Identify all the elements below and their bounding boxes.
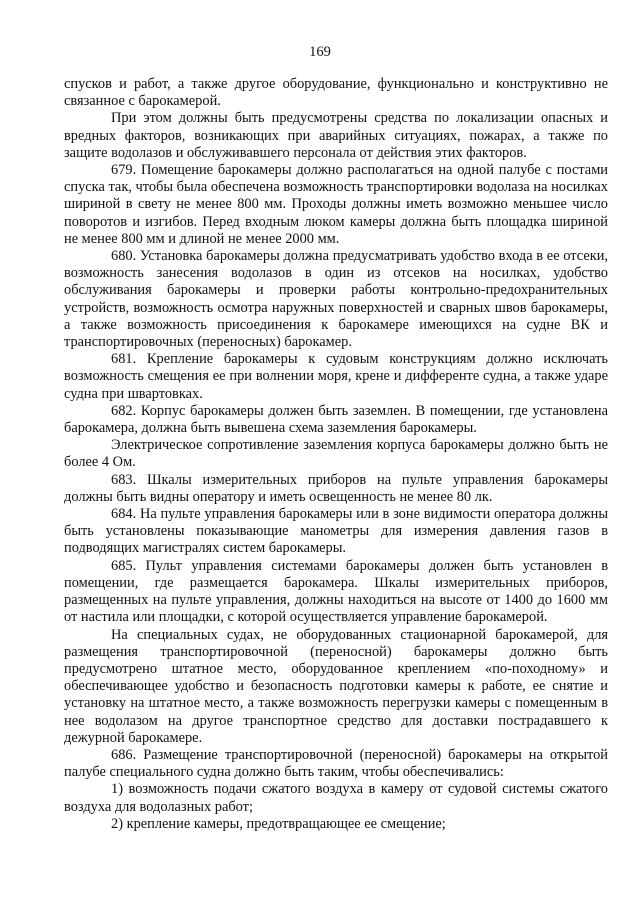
paragraph-hazard-localization: При этом должны быть предусмотрены средства по локализации опасных и вредных факторов, возникающих при аварийных ситуациях, пожарах, а также по защите водолазов и обслуживавшего персонала от действия этих факторов. — [64, 110, 608, 161]
paragraph-685: 685. Пульт управления системами барокамеры должен быть установлен в помещении, где размещается барокамера. Шкалы измерительных приборов, размещенных на пульте управления, должны находиться на высоте от 1400 до 1600 мм от настила или площадки, с которой осуществляется управление барокамерой. — [64, 557, 608, 626]
list-item-2: 2) крепление камеры, предотвращающее ее смещение; — [111, 815, 446, 832]
paragraph-679: 679. Помещение барокамеры должно располагаться на одной палубе с постами спуска так, чтобы была обеспечена возможность транспортировки водолаза на носилках шириной в свету не менее 800 мм. Проходы должны иметь возможно меньшее число поворотов и изгибов. Перед входным люком камеры должна быть площадка шириной не менее 800 мм и длиной не менее 2000 мм. — [64, 162, 608, 247]
body-text — [64, 76, 608, 833]
paragraph-682: 682. Корпус барокамеры должен быть заземлен. В помещении, где установлена барокамера, должна быть вывешена схема заземления барокамеры. — [64, 402, 608, 437]
paragraph-special-vessels: На специальных судах, не оборудованных стационарной барокамерой, для размещения транспортировочной (переносной) барокамеры должно быть предусмотрено штатное место, оборудованное креплением «по-походному» и обеспечивающее удобство и безопасность подготовки камеры к работе, ее снятие и установку на штатное место, а также возможность перегрузки камеры с помещенным в нее водолазом на другое транспортное средство для доставки пострадавшего к дежурной барокамере. — [64, 626, 608, 746]
paragraph-686: 686. Размещение транспортировочной (переносной) барокамеры на открытой палубе специального судна должно быть таким, чтобы обеспечивались: — [64, 746, 608, 781]
paragraph-grounding-resistance: Электрическое сопротивление заземления корпуса барокамеры должно быть не более 4 Ом. — [64, 437, 608, 471]
paragraph-683: 683. Шкалы измерительных приборов на пульте управления барокамеры должны быть видны оператору и иметь освещенность не менее 80 лк. — [64, 471, 608, 505]
paragraph-684: 684. На пульте управления барокамеры или в зоне видимости оператора должны быть установлены показывающие манометры для измерения давления газов в подводящих магистралях систем барокамеры. — [64, 506, 608, 557]
list-item-1: 1) возможность подачи сжатого воздуха в камеру от судовой системы сжатого воздуха для водолазных работ; — [64, 781, 608, 815]
paragraph-681: 681. Крепление барокамеры к судовым конструкциям должно исключать возможность смещения ее при волнении моря, крене и дифференте судна, а также ударе судна при швартовках. — [64, 351, 608, 402]
paragraph-continuation: спусков и работ, а также другое оборудование, функционально и конструктивно не связанное с барокамерой. — [64, 76, 608, 110]
page-number: 169 — [309, 44, 331, 60]
paragraph-680: 680. Установка барокамеры должна предусматривать удобство входа в ее отсеки, возможность занесения водолазов в один из отсеков на носилках, удобство обслуживания барокамеры и проверки работы контрольно-предохранительных устройств, возможность осмотра наружных поверхностей и сварных швов барокамеры, а также возможность присоединения к барокамере имеющихся на судне ВК и транспортировочных (переносных) барокамер. — [64, 248, 608, 351]
